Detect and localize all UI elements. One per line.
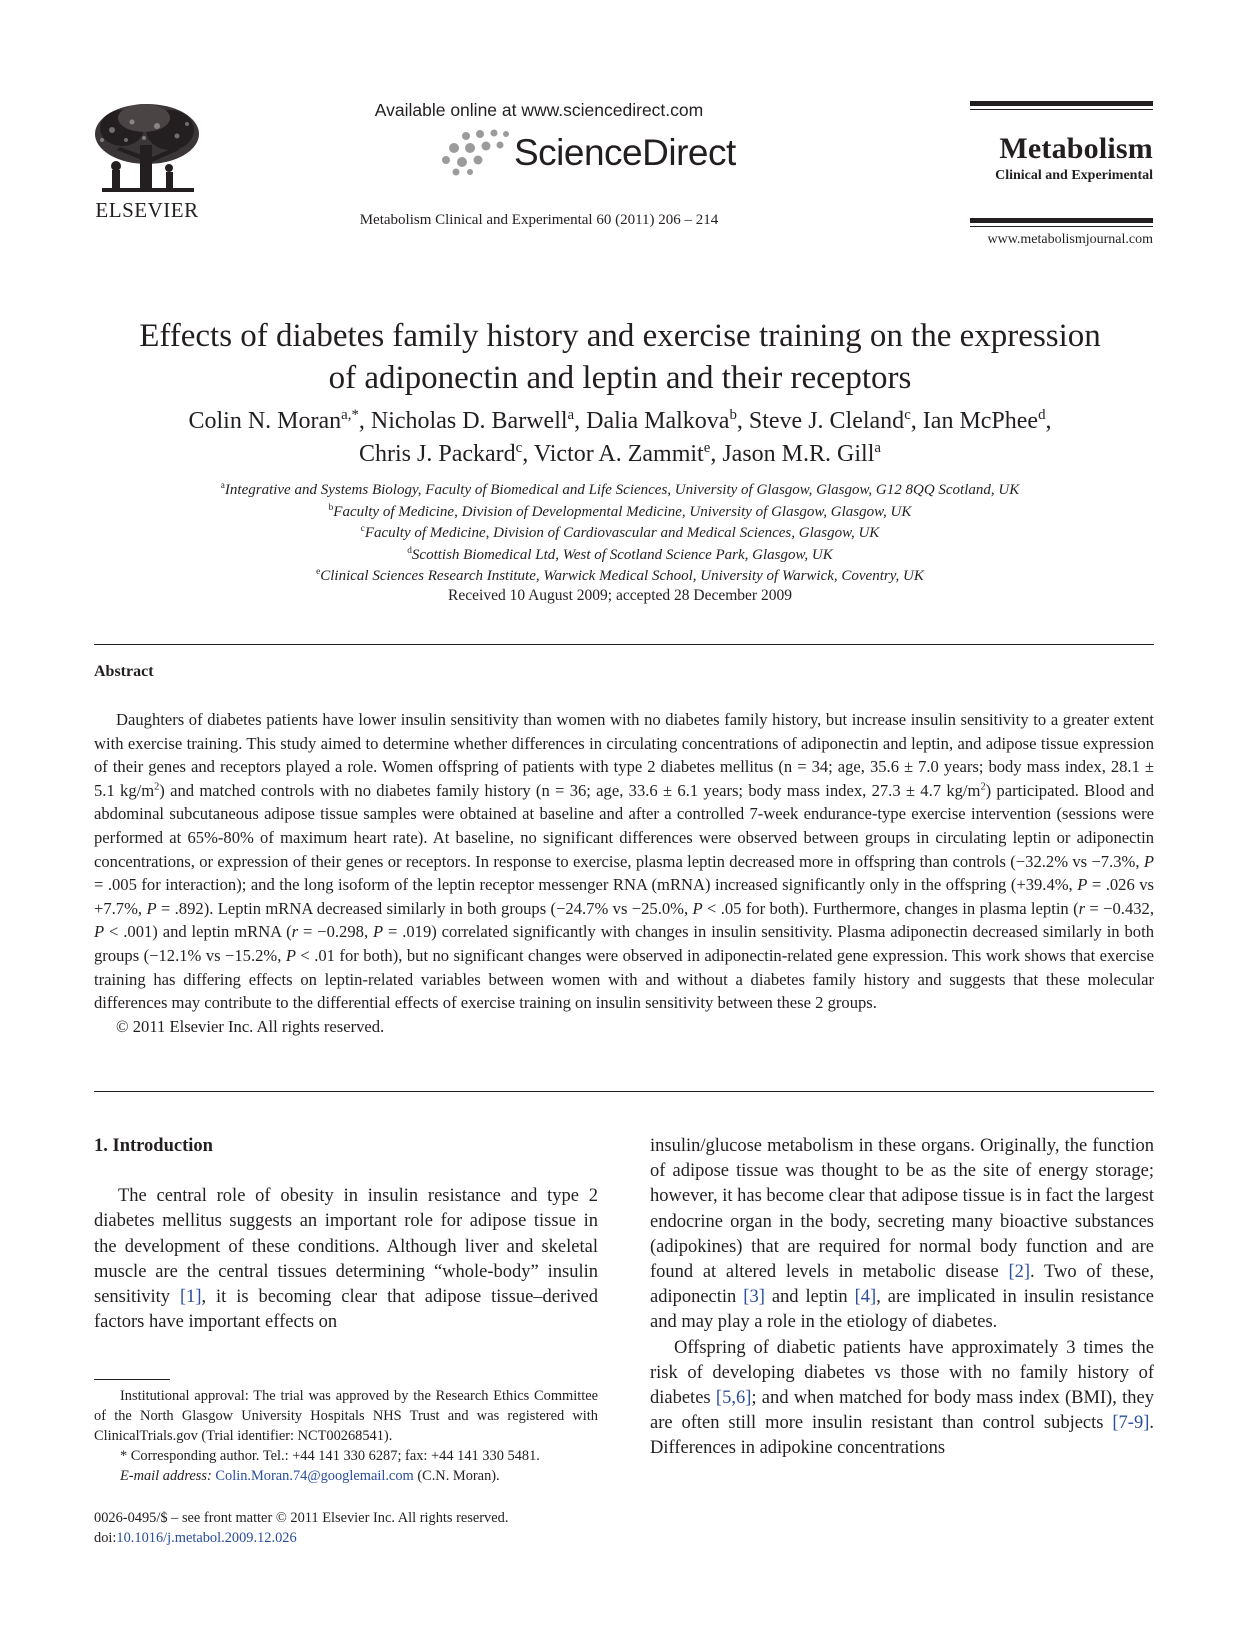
journal-reference: Metabolism Clinical and Experimental 60 (2011) 206 – 214 — [359, 212, 719, 228]
abstract-text: < .01 for both), but no significant changes were observed in adiponectin-related gene expression. This work shows that exercise training has differing effects on leptin-related variables between women with and without a diabetes family history and suggests that these molecular differences may contribute to the differential effects of exercise training on insulin sensitivity between these 2 groups. — [94, 945, 1155, 1013]
abstract-text: ) and matched controls with no diabetes family history (n = 36; age, 33.6 ± 6.1 years; body mass index, 27.3 ± 4.7 kg/m — [159, 780, 981, 800]
affiliation-item — [86, 545, 1154, 567]
author-affiliation-mark: b — [729, 407, 737, 423]
available-online-text: Available online at www.sciencedirect.com — [374, 100, 704, 120]
stat-variable: P — [285, 945, 296, 965]
issn-text: 0026-0495/$ – see front matter © 2011 Elsevier Inc. All rights reserved. — [94, 1510, 509, 1526]
author-name[interactable]: Nicholas D. Barwell — [370, 408, 568, 434]
journal-url-link[interactable]: www.metabolismjournal.com — [987, 232, 1153, 247]
author-affiliation-mark: a — [567, 407, 575, 423]
stat-variable: P — [1077, 875, 1088, 895]
body-text: . Differences in adipokine concentrations — [650, 1413, 1154, 1459]
citation-link[interactable]: [5,6] — [715, 1388, 752, 1409]
body-text: ; and when matched for body mass index (BMI), they are often still more insulin resistant than control subjects — [650, 1388, 1154, 1434]
affiliation-mark: a — [220, 481, 225, 491]
author-name[interactable]: Chris J. Packard — [359, 441, 516, 467]
body-paragraph — [94, 1184, 598, 1335]
citation-link[interactable]: [2] — [1008, 1262, 1031, 1283]
abstract-bottom-rule — [94, 1091, 1154, 1092]
affiliation-text: Clinical Sciences Research Institute, Warwick Medical School, University of Warwick, Coventry, UK — [320, 568, 924, 584]
author-name[interactable]: Dalia Malkova — [586, 408, 730, 434]
article-title-line-2: of adiponectin and leptin and their receptors — [328, 360, 912, 396]
stat-variable: r — [1078, 898, 1086, 918]
abstract-text: = .019) correlated significantly with changes in insulin sensitivity. Plasma adiponectin decreased similarly in both groups (−12.1% vs −15.2%, — [94, 922, 1154, 965]
author-affiliation-mark: c — [515, 440, 523, 456]
author-line-1 — [86, 405, 1154, 438]
abstract-superscript: 2 — [154, 781, 160, 793]
body-text: The central role of obesity in insulin resistance and type 2 diabetes mellitus suggests an important role for adipose tissue in the development of these conditions. Although liver and skeletal muscle are the central tissues determining “whole-body” insulin sensitivity — [94, 1186, 598, 1308]
author-separator: , — [910, 408, 923, 434]
abstract-text: = −0.298, — [298, 922, 373, 942]
section-heading-introduction: 1. Introduction — [94, 1136, 213, 1156]
author-separator: , — [1045, 408, 1052, 434]
email-owner: (C.N. Moran). — [413, 1468, 500, 1484]
email-link[interactable]: Colin.Moran.74@googlemail.com — [215, 1468, 414, 1484]
masthead-rule-bottom — [970, 218, 1153, 223]
affiliation-text: Faculty of Medicine, Division of Developmental Medicine, University of Glasgow, Glasgow, UK — [333, 503, 912, 520]
author-name[interactable]: Jason M.R. Gill — [722, 441, 875, 467]
author-separator: , — [358, 408, 371, 434]
body-text: . Two of these, adiponectin — [650, 1262, 1154, 1308]
citation-link[interactable]: [3] — [743, 1287, 765, 1308]
body-text: , it is becoming clear that adipose tissue–derived factors have important effects on — [94, 1287, 598, 1333]
abstract-text: < .05 for both). Furthermore, changes in plasma leptin ( — [702, 898, 1079, 918]
author-affiliation-mark: c — [904, 407, 911, 423]
author-separator: , — [736, 408, 749, 434]
abstract-text: Daughters of diabetes patients have lower insulin sensitivity than women with no diabetes family history, but increase insulin sensitivity to a greater extent with exercise training. This study aimed to determine whether differences in circulating concentrations of adiponectin and leptin, and adipose tissue expression of their genes and receptors played a role. Women offspring of patients with type 2 diabetes mellitus (n = 34; age, 35.6 ± 7.0 years; body mass index, 28.1 ± 5.1 kg/m — [94, 710, 1154, 800]
sciencedirect-logo — [440, 128, 740, 178]
author-affiliation-mark: e — [703, 440, 711, 456]
affiliation-mark: c — [360, 524, 365, 534]
masthead-rule-top — [970, 101, 1153, 106]
abstract-text: = .892). Leptin mRNA decreased similarly in both groups (−24.7% vs −25.0%, — [156, 898, 693, 918]
author-line-2 — [86, 438, 1154, 471]
article-title — [86, 315, 1154, 399]
author-affiliation-mark: a,* — [341, 407, 359, 423]
journal-name: Metabolism — [999, 132, 1153, 165]
abstract-copyright: © 2011 Elsevier Inc. All rights reserved. — [116, 1016, 385, 1036]
email-label: E-mail address: — [120, 1468, 212, 1484]
body-text: insulin/glucose metabolism in these organs. Originally, the function of adipose tissue was thought to be as the site of energy storage; however, it has become clear that adipose tissue is in fact the largest endocrine organ in the body, secreting many bioactive substances (adipokines) that are required for normal body function and are found at altered levels in metabolic disease — [650, 1136, 1154, 1283]
author-name[interactable]: Victor A. Zammit — [533, 441, 704, 467]
abstract-paragraph — [94, 708, 1154, 1015]
body-paragraph — [650, 1134, 1154, 1336]
affiliation-item — [86, 480, 1154, 502]
affiliation-list — [86, 480, 1154, 588]
body-text: Offspring of diabetic patients have approximately 3 times the risk of developing diabetes vs those with no family history of diabetes — [650, 1337, 1154, 1409]
affiliation-mark: b — [328, 502, 334, 513]
affiliation-text: Faculty of Medicine, Division of Cardiovascular and Medical Sciences, Glasgow, UK — [364, 525, 880, 541]
masthead-rule-bottom-thin — [970, 226, 1153, 227]
author-name[interactable]: Colin N. Moran — [188, 408, 342, 434]
abstract-body — [94, 708, 1154, 1038]
stat-variable: P — [1143, 851, 1154, 871]
abstract-text: = .005 for interaction); and the long isoform of the leptin receptor messenger RNA (mRNA) increased significantly only in the offspring (+39.4%, — [94, 875, 1078, 895]
stat-variable: P — [146, 898, 157, 918]
citation-link[interactable]: [4] — [854, 1287, 877, 1308]
affiliation-item — [86, 502, 1154, 524]
footnote-email — [94, 1466, 598, 1486]
author-name[interactable]: Ian McPhee — [922, 408, 1039, 434]
doi-label: doi: — [94, 1530, 117, 1546]
author-separator: , — [710, 441, 723, 467]
author-list — [86, 405, 1154, 471]
affiliation-mark: e — [316, 567, 321, 577]
body-text: and leptin — [764, 1287, 855, 1308]
left-column — [94, 1134, 598, 1335]
author-affiliation-mark: a — [874, 440, 881, 456]
right-column — [650, 1134, 1154, 1462]
stat-variable: P — [94, 922, 105, 942]
footnotes — [94, 1386, 598, 1486]
sciencedirect-brand: ScienceDirect — [514, 132, 736, 173]
elsevier-tree-icon — [82, 100, 212, 200]
abstract-top-rule — [94, 644, 1154, 645]
footnote-corresponding: * Corresponding author. Tel.: +44 141 330 6287; fax: +44 141 330 5481. — [120, 1448, 540, 1464]
journal-subtitle: Clinical and Experimental — [995, 168, 1153, 183]
author-separator: , — [522, 441, 534, 467]
sciencedirect-dots-icon — [440, 128, 514, 178]
citation-link[interactable]: [7-9] — [1112, 1413, 1150, 1434]
author-separator: , — [574, 408, 587, 434]
publisher-name: ELSEVIER — [95, 198, 199, 222]
footnote-approval: Institutional approval: The trial was approved by the Research Ethics Committee of the North Glasgow University Hospitals NHS Trust and was registered with ClinicalTrials.gov (Trial identifier: NCT00268541). — [94, 1388, 598, 1444]
abstract-heading: Abstract — [94, 663, 154, 680]
doi-line — [94, 1528, 598, 1548]
author-affiliation-mark: d — [1038, 407, 1046, 423]
citation-link[interactable]: [1] — [179, 1287, 202, 1308]
affiliation-item — [86, 523, 1154, 545]
affiliation-text: Scottish Biomedical Ltd, West of Scotland Science Park, Glasgow, UK — [411, 546, 833, 563]
article-title-line-1: Effects of diabetes family history and exercise training on the expression — [139, 318, 1101, 354]
doi-link[interactable]: 10.1016/j.metabol.2009.12.026 — [116, 1530, 297, 1546]
abstract-text: = −0.432, — [1085, 898, 1154, 918]
body-text: , are implicated in insulin resistance and may play a role in the etiology of diabetes. — [650, 1287, 1155, 1333]
affiliation-text: Integrative and Systems Biology, Faculty of Biomedical and Life Sciences, University of Glasgow, Glasgow, G12 8QQ Scotland, UK — [224, 482, 1020, 498]
abstract-text: ) participated. Blood and abdominal subcutaneous adipose tissue samples were obtained at baseline and after a controlled 7-week endurance-type exercise intervention (sessions were performed at 65%-80% of maximum heart rate). At baseline, no significant differences were observed between groups in circulating leptin or adiponectin concentrations, or expression of their genes or receptors. In response to exercise, plasma leptin decreased more in offspring than controls (−32.2% vs −7.3%, — [94, 780, 1155, 871]
elsevier-logo — [82, 100, 212, 223]
affiliation-item — [86, 566, 1154, 588]
masthead-rule-top-thin — [970, 109, 1153, 110]
received-dates: Received 10 August 2009; accepted 28 December 2009 — [448, 587, 792, 604]
abstract-text: = .026 vs +7.7%, — [94, 875, 1155, 918]
footnote-rule — [94, 1379, 170, 1380]
abstract-superscript: 2 — [980, 781, 986, 793]
abstract-text: < .001) and leptin mRNA ( — [104, 922, 292, 942]
stat-variable: P — [372, 922, 384, 942]
issn-block — [94, 1508, 598, 1548]
affiliation-mark: d — [407, 545, 412, 556]
stat-variable: r — [291, 922, 299, 942]
stat-variable: P — [692, 898, 703, 918]
author-name[interactable]: Steve J. Cleland — [748, 408, 905, 434]
body-paragraph — [650, 1336, 1154, 1462]
